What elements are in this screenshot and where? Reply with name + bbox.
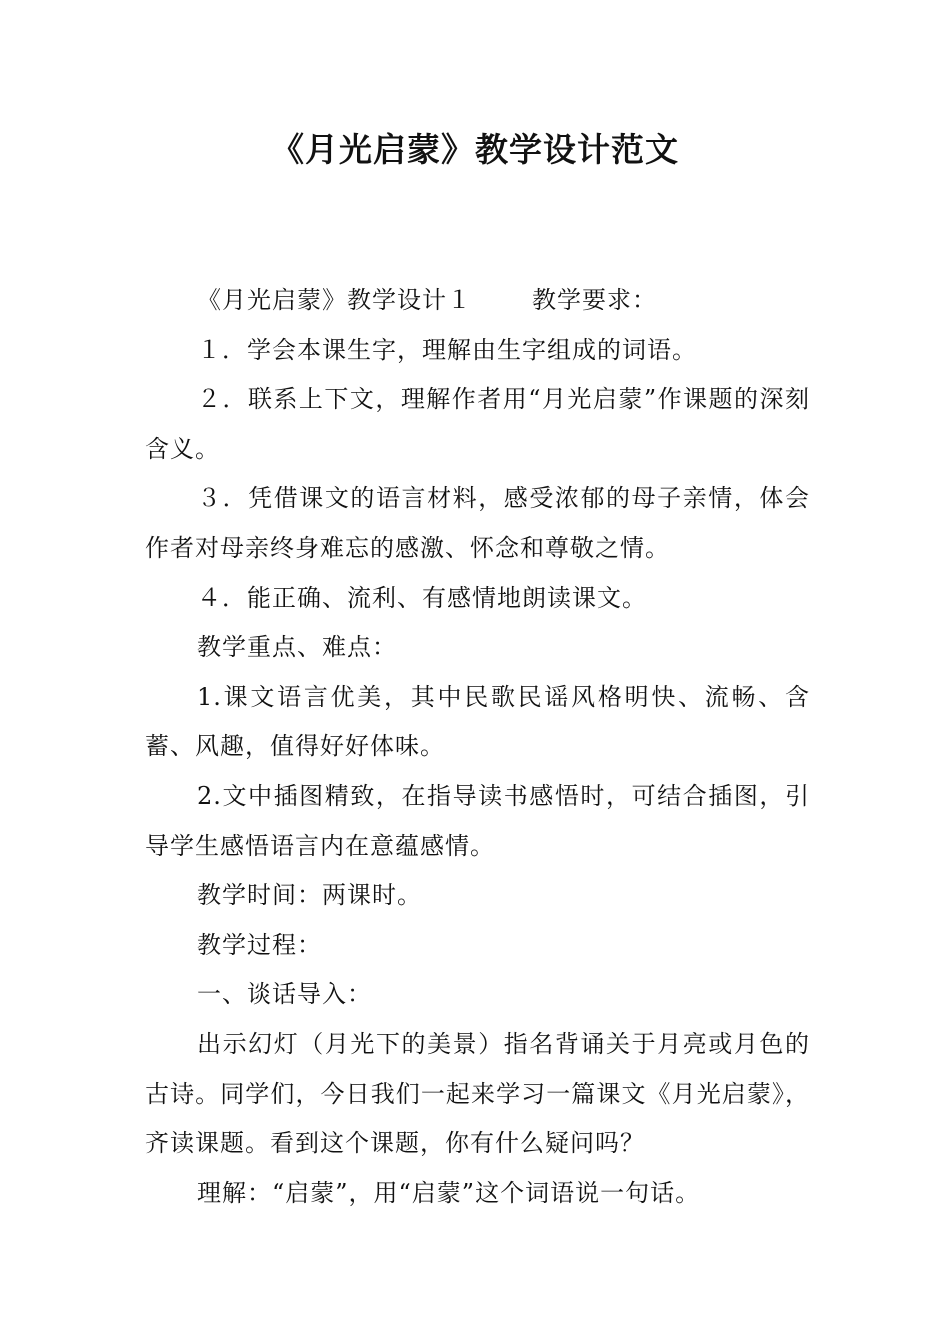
paragraph: １．学会本课生字，理解由生字组成的词语。 [197, 335, 697, 364]
paragraph: 一、谈话导入： [197, 980, 372, 1009]
document-body [145, 276, 810, 1218]
paragraph: 出示幻灯（月光下的美景）指名背诵关于月亮或月色的古诗。同学们，今日我们一起来学习一篇课文《月光启蒙》，齐读课题。看到这个课题，你有什么疑问吗？ [145, 1029, 810, 1158]
paragraph: ４．能正确、流利、有感情地朗读课文。 [197, 583, 647, 612]
paragraph: ２．联系上下文，理解作者用“月光启蒙”作课题的深刻含义。 [145, 385, 810, 463]
document-title: 《月光启蒙》教学设计范文 [271, 130, 679, 169]
paragraph: 教学过程： [197, 930, 322, 959]
paragraph: 教学时间：两课时。 [197, 881, 422, 910]
paragraph: 理解：“启蒙”，用“启蒙”这个词语说一句话。 [197, 1178, 701, 1207]
section-heading: 《月光启蒙》教学设计１ [197, 286, 472, 314]
paragraph: ３．凭借课文的语言材料，感受浓郁的母子亲情，体会作者对母亲终身难忘的感激、怀念和尊敬之情。 [145, 484, 810, 562]
paragraph: 教学重点、难点： [197, 633, 397, 662]
section-subheading: 教学要求： [532, 286, 657, 314]
paragraph: 1.课文语言优美，其中民歌民谣风格明快、流畅、含蓄、风趣，值得好好体味。 [145, 682, 810, 761]
paragraph: 2.文中插图精致，在指导读书感悟时，可结合插图，引导学生感悟语言内在意蕴感情。 [145, 781, 810, 860]
paragraph-intro [145, 276, 810, 326]
